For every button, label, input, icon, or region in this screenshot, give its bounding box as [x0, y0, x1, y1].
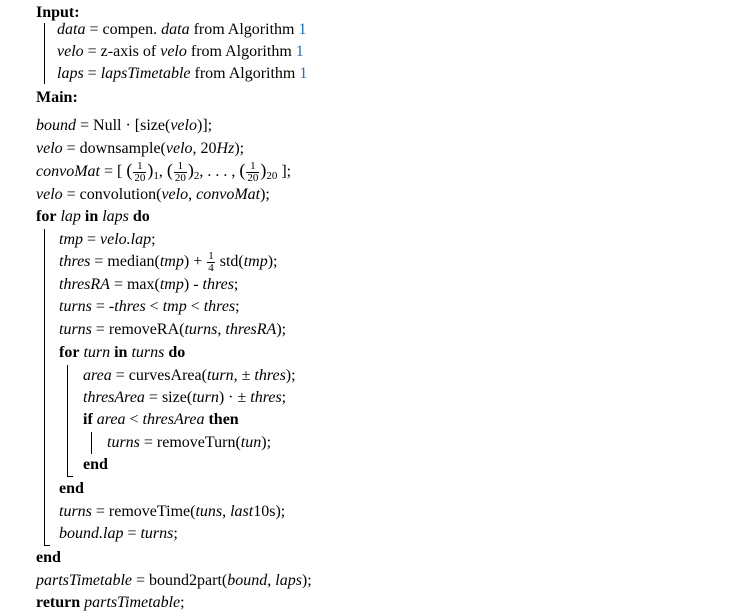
stmt-removeTurn: turns = removeTurn(tun); [107, 434, 272, 451]
for-turn-end: end [59, 480, 84, 497]
input-line-laps: laps = lapsTimetable from Algorithm 1 [57, 65, 308, 82]
stmt-return: return partsTimetable; [36, 594, 185, 611]
stmt-turns-range: turns = -thres < tmp < thres; [59, 298, 240, 315]
stmt-convomat: convoMat = [ ( $\frac{1}{20}$ )$_1$, ( $\frac{1}{20}$ )$_2$, . . . , ( $\frac{1}{20}$ )$_{20}$ ]; [36, 159, 292, 184]
for-lap-block-hook [44, 545, 50, 546]
algorithm-reference-link[interactable]: 1 [295, 43, 304, 60]
stmt-convolution: velo = convolution(velo, convoMat); [36, 186, 270, 203]
if-header: if area < thresArea then [83, 411, 239, 428]
if-end: end [83, 456, 108, 473]
for-turn-block-hook [67, 476, 73, 477]
fraction-one-twentieth: $\frac{1}{20}$ [134, 159, 146, 184]
for-turn-block-rule [67, 365, 68, 476]
stmt-area: area = curvesArea(turn, ± thres); [83, 367, 296, 384]
stmt-thresArea: thresArea = size(turn) · ± thres; [83, 389, 287, 406]
stmt-downsample: velo = downsample(velo, 20Hz); [36, 140, 245, 157]
fraction-one-quarter: $\frac{1}{4}$ [208, 250, 214, 274]
stmt-bound2part: partsTimetable = bound2part(bound, laps); [36, 572, 312, 589]
algorithm-reference-link[interactable]: 1 [299, 65, 308, 82]
input-line-velo: velo = z-axis of velo from Algorithm 1 [57, 43, 304, 60]
stmt-bound-lap: bound.lap = turns; [59, 525, 178, 542]
stmt-thresRA: thresRA = max(tmp) - thres; [59, 276, 239, 293]
for-lap-header: for lap in laps do [36, 208, 150, 225]
main-header: Main: [36, 89, 78, 106]
for-turn-header: for turn in turns do [59, 344, 186, 361]
stmt-bound-init: bound = Null · [size(velo)]; [36, 117, 213, 134]
stmt-thres: thres = median(tmp) + $\frac{1}{4}$ std(tmp); [59, 250, 278, 274]
for-lap-block-rule [44, 229, 45, 545]
input-header: Input: [36, 4, 80, 21]
stmt-removeRA: turns = removeRA(turns, thresRA); [59, 321, 287, 338]
for-lap-end: end [36, 549, 61, 566]
stmt-tmp: tmp = velo.lap; [59, 231, 156, 248]
input-block-rule [44, 23, 45, 84]
stmt-removeTime: turns = removeTime(tuns, last10s); [59, 503, 286, 520]
input-line-data: data = compen. data from Algorithm 1 [57, 21, 307, 38]
algorithm-reference-link[interactable]: 1 [298, 21, 307, 38]
if-block-rule [91, 432, 92, 454]
